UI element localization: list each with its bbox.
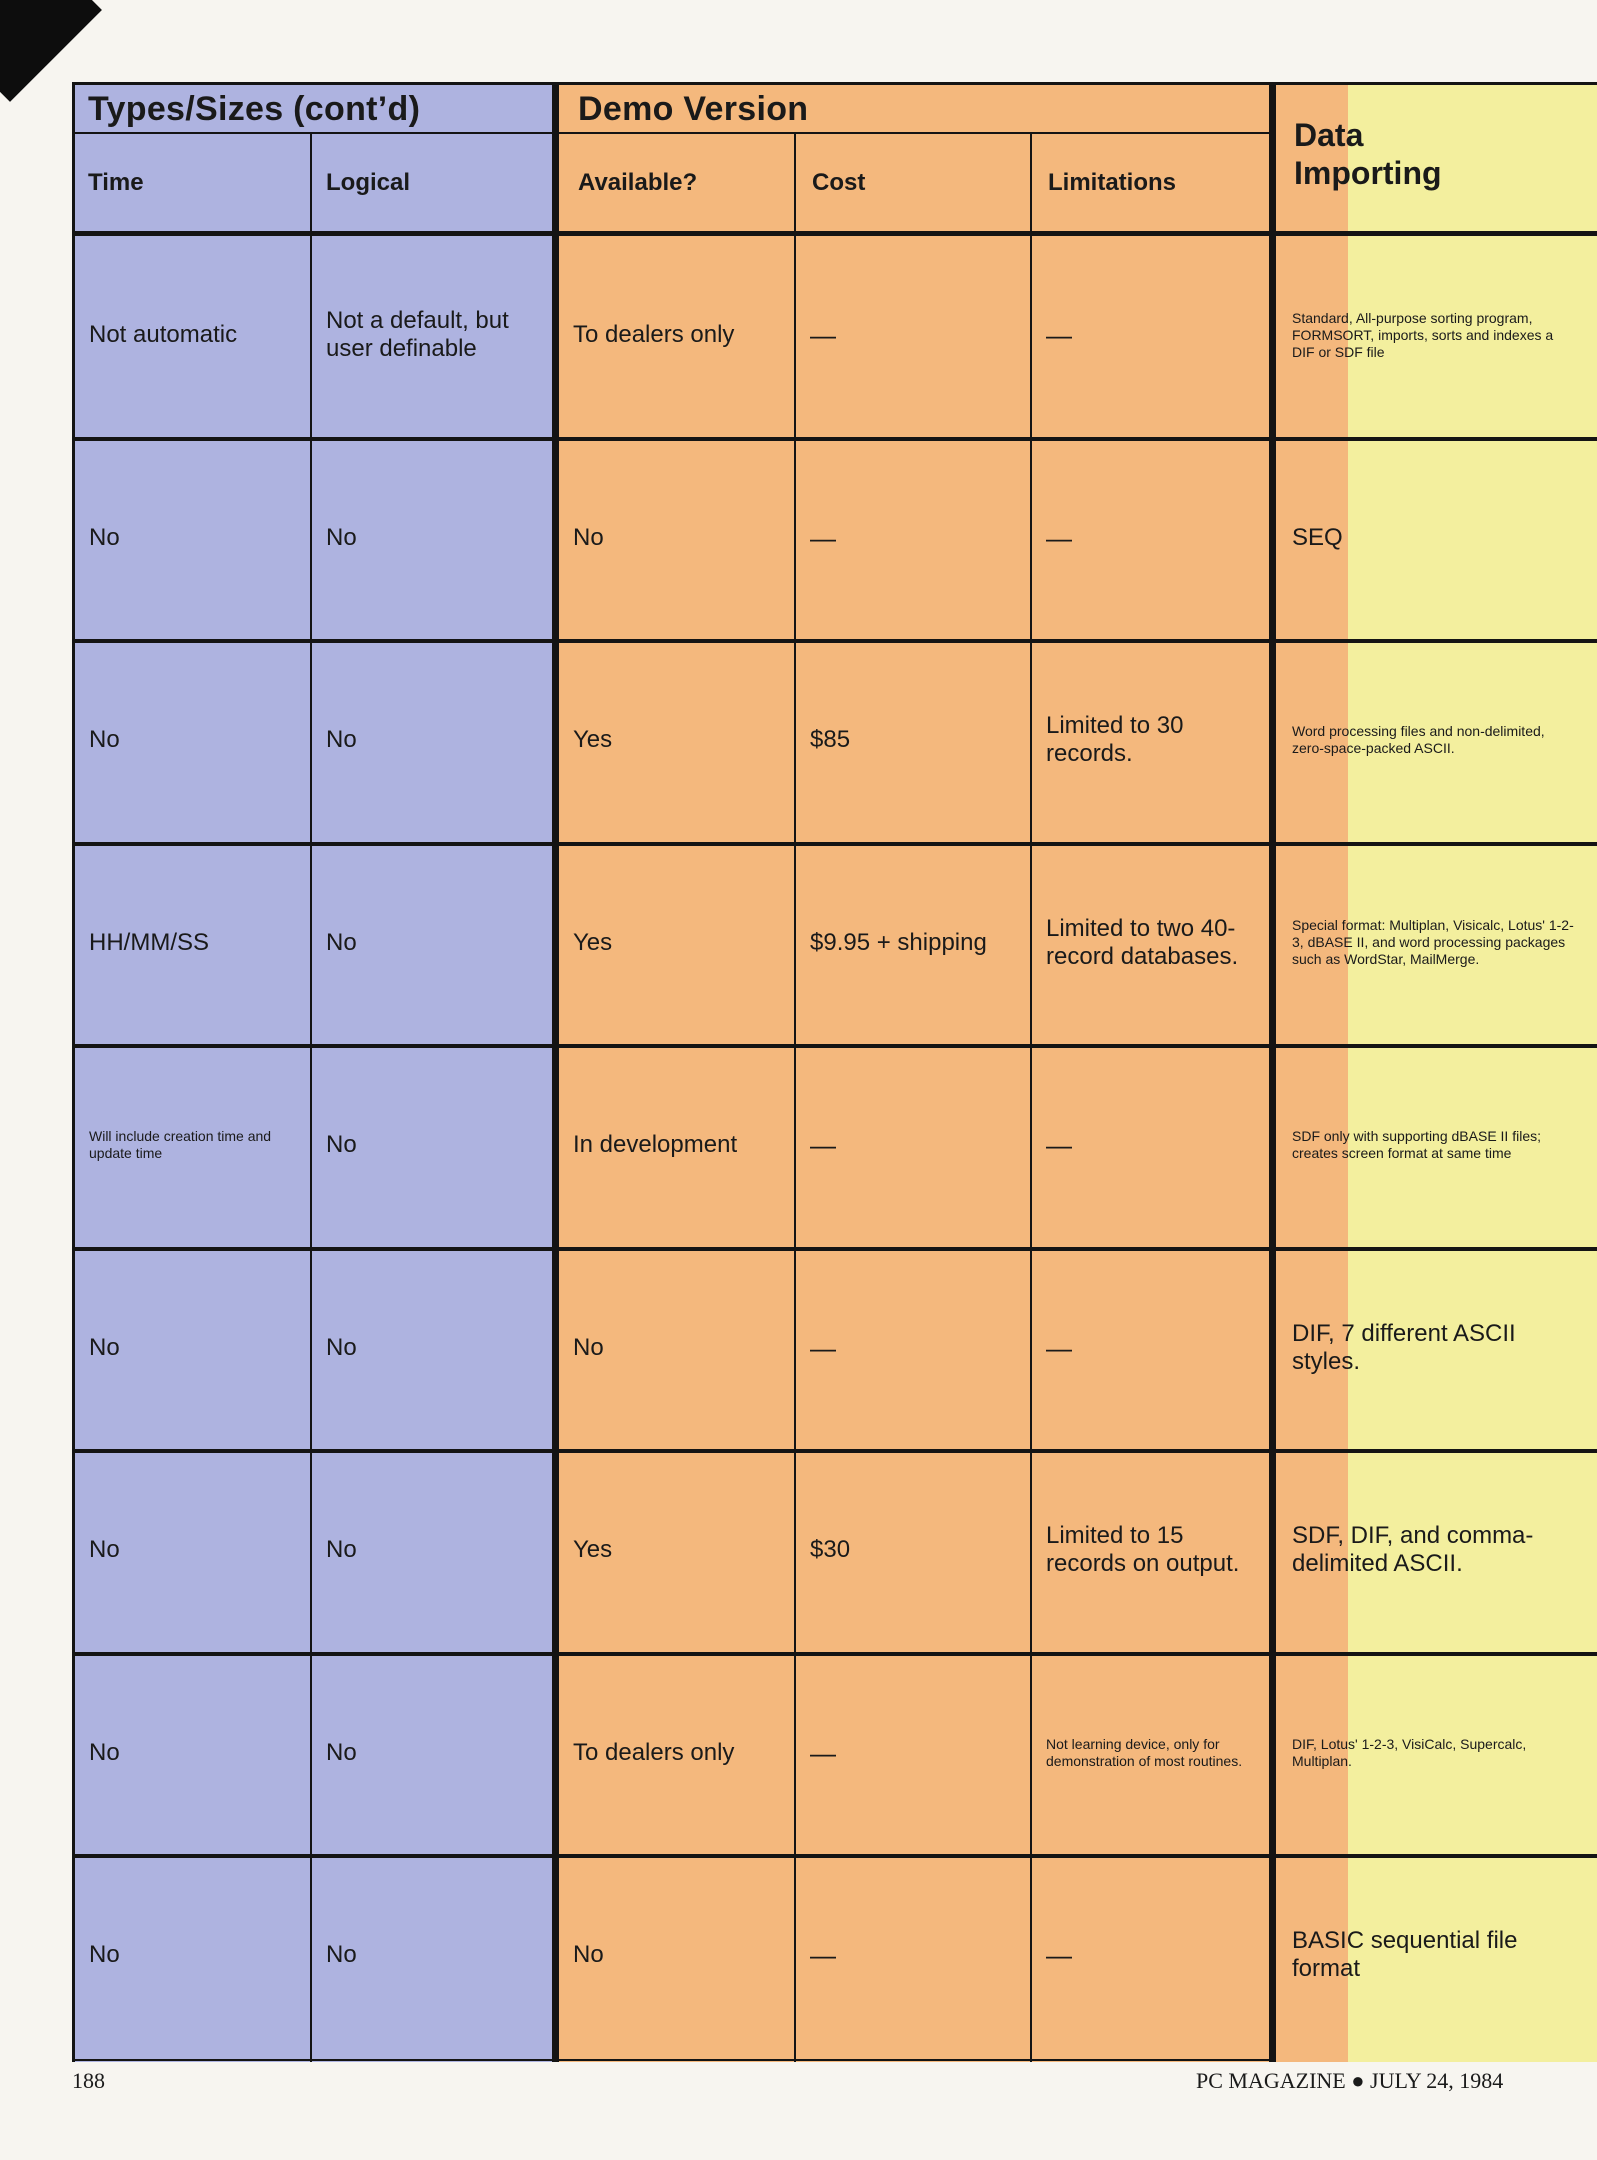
- limitations-cell: Not learning device, only for demonstration of most routines.: [1046, 1735, 1243, 1769]
- table-top-rule: [72, 82, 1597, 85]
- logical-cell: No: [326, 1941, 357, 1969]
- time-cell: No: [89, 726, 120, 754]
- section-divider-1: [552, 82, 559, 2062]
- logical-cell: No: [326, 726, 357, 754]
- data-importing-cell: BASIC sequential file format: [1292, 1927, 1518, 1983]
- limitations-cell: Limited to two 40-record databases.: [1046, 914, 1239, 970]
- data-importing-cell: Word processing files and non-delimited, zero-space-packed ASCII.: [1292, 723, 1545, 757]
- cost-cell: $9.95 + shipping: [810, 928, 987, 956]
- time-cell: No: [89, 1738, 120, 1766]
- limitations-cell: —: [1046, 1130, 1072, 1161]
- available-cell: No: [573, 523, 604, 551]
- data-importing-cell: DIF, 7 different ASCII styles.: [1292, 1319, 1516, 1375]
- page-number: 188: [72, 2068, 105, 2093]
- logical-column-header: Logical: [326, 169, 411, 196]
- demo-version-heading: Demo Version: [578, 90, 809, 128]
- time-cell: HH/MM/SS: [89, 928, 209, 956]
- cost-cell: —: [810, 320, 836, 351]
- logical-cell: No: [326, 1333, 357, 1361]
- limitations-column-header: Limitations: [1048, 169, 1177, 196]
- available-cell: No: [573, 1333, 604, 1361]
- data-importing-heading: [1294, 116, 1442, 192]
- available-cell: Yes: [573, 928, 613, 956]
- cost-cell: —: [810, 1940, 836, 1971]
- time-column-header: Time: [88, 169, 144, 196]
- time-cell: No: [89, 1333, 120, 1361]
- cost-cell: —: [810, 1130, 836, 1161]
- available-column-header: Available?: [578, 169, 698, 196]
- logical-cell: No: [326, 1131, 357, 1159]
- data-importing-heading-line2: Importing: [1294, 155, 1442, 191]
- header-divider-rule: [72, 132, 1269, 134]
- cost-cell: —: [810, 1332, 836, 1363]
- limitations-cell: —: [1046, 522, 1072, 553]
- logical-cell: No: [326, 1536, 357, 1564]
- data-importing-cell: DIF, Lotus' 1-2-3, VisiCalc, Supercalc, Multiplan.: [1292, 1735, 1527, 1769]
- logical-cell: No: [326, 1738, 357, 1766]
- publication-footer: PC MAGAZINE ● JULY 24, 1984: [1196, 2068, 1504, 2093]
- data-importing-cell: Special format: Multiplan, Visicalc, Lotus' 1-2-3, dBASE II, and word processing packages such as WordStar, MailMerge.: [1292, 917, 1574, 968]
- available-cell: No: [573, 1941, 604, 1969]
- data-importing-cell: Standard, All-purpose sorting program, FORMSORT, imports, sorts and indexes a DIF or SDF file: [1292, 309, 1554, 360]
- limitations-cell: —: [1046, 1332, 1072, 1363]
- available-cell: To dealers only: [573, 321, 735, 349]
- cost-cell: —: [810, 522, 836, 553]
- available-cell: Yes: [573, 1536, 613, 1564]
- limitations-cell: Limited to 15 records on output.: [1046, 1522, 1240, 1578]
- data-importing-heading-line1: Data: [1294, 117, 1364, 153]
- limitations-cell: —: [1046, 1940, 1072, 1971]
- logical-cell: No: [326, 928, 357, 956]
- types-sizes-heading: Types/Sizes (cont’d): [88, 90, 421, 128]
- comparison-table: [72, 82, 1597, 2062]
- cost-cell: $85: [810, 726, 851, 754]
- available-cell: To dealers only: [573, 1738, 735, 1766]
- data-importing-cell: SDF only with supporting dBASE II files; creates screen format at same time: [1292, 1128, 1541, 1162]
- cost-cell: $30: [810, 1536, 851, 1564]
- data-importing-cell: SDF, DIF, and comma-delimited ASCII.: [1292, 1522, 1534, 1578]
- logical-cell: No: [326, 523, 357, 551]
- time-cell: Not automatic: [89, 321, 238, 349]
- time-cell: No: [89, 1941, 120, 1969]
- available-cell: Yes: [573, 726, 613, 754]
- time-cell: No: [89, 1536, 120, 1564]
- limitations-cell: Limited to 30 records.: [1046, 712, 1184, 768]
- limitations-cell: —: [1046, 320, 1072, 351]
- table-bottom-rule: [72, 2059, 1276, 2061]
- time-cell: Will include creation time and update time: [89, 1128, 272, 1162]
- logical-cell: Not a default, but user definable: [326, 307, 509, 363]
- available-cell: In development: [573, 1131, 738, 1159]
- data-importing-cell: SEQ: [1292, 523, 1343, 551]
- cost-column-header: Cost: [812, 169, 866, 196]
- cost-cell: —: [810, 1737, 836, 1768]
- time-cell: No: [89, 523, 120, 551]
- section-divider-2: [1269, 82, 1276, 2062]
